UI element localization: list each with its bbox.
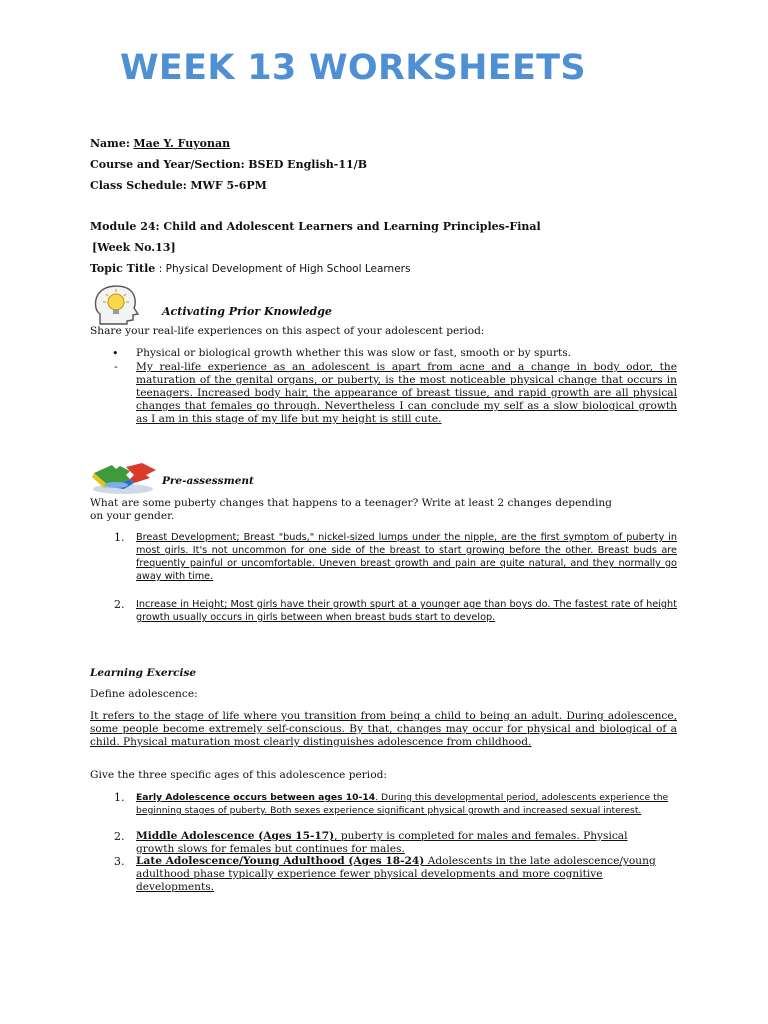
- name-value: Mae Y. Fuyonan: [133, 137, 231, 150]
- page-title: WEEK 13 WORKSHEETS: [120, 48, 586, 88]
- age-lead: Early Adolescence occurs between ages 10-14: [136, 792, 376, 803]
- define-prompt: Define adolescence:: [90, 688, 198, 700]
- name-label: Name:: [90, 137, 130, 150]
- define-answer: It refers to the stage of life where you transition from being a child to being an adult. During adolescence, some people become extremely self-conscious. By that, changes may occur for physical and biological of a child. Physical maturation most clearly distinguishes adolescence from childhood.: [90, 710, 677, 748]
- list-number: 2.: [114, 598, 125, 611]
- dash-marker: -: [114, 360, 118, 373]
- age-item-2: [136, 830, 656, 856]
- activating-bullet: Physical or biological growth whether this was slow or fast, smooth or by spurts.: [136, 347, 572, 359]
- list-number: 1.: [114, 531, 125, 544]
- lightbulb-head-icon: [92, 284, 150, 330]
- bullet-dot: •: [112, 347, 119, 360]
- age-text: Adolescents in the late adolescence/young adulthood phase typically experience fewer physical developments and more cognitive developments.: [136, 855, 656, 893]
- schedule-line: [90, 179, 267, 192]
- schedule-value: MWF 5-6PM: [190, 179, 267, 192]
- activating-answer: My real-life experience as an adolescent is apart from acne and a change in body odor, the maturation of the genital organs, or puberty, is the most noticeable physical change that occurs in teenagers. Increased body hair, the appearance of breast tissue, and rapid growth are all physical changes that females go through. Nevertheless I can conclude my self as a slow biological growth as I am in this stage of my life but my height is still cute.: [136, 361, 677, 425]
- puzzle-icon: [90, 461, 160, 499]
- preassessment-item-1: Breast Development; Breast "buds," nickel-sized lumps under the nipple, are the first symptom of puberty in most girls. It's not uncommon for one side of the breast to start growing before the other. Breast buds are frequently painful or uncomfortable. Uneven breast growth and pain are quite natural, and they normally go away with time.: [136, 532, 677, 582]
- learning-heading: Learning Exercise: [90, 667, 197, 679]
- age-text: . During this developmental period, adolescents experience the beginning stages of puberty. Both sexes experience significant physical growth and increased sexual interest.: [136, 792, 669, 816]
- topic-value: : Physical Development of High School Learners: [158, 263, 411, 275]
- course-value: BSED English-11/B: [248, 158, 367, 171]
- activating-prompt: Share your real-life experiences on this aspect of your adolescent period:: [90, 325, 485, 337]
- course-label: Course and Year/Section:: [90, 158, 245, 171]
- ages-prompt: Give the three specific ages of this adolescence period:: [90, 769, 387, 781]
- topic-line: [90, 262, 410, 275]
- age-item-1: [136, 791, 677, 817]
- age-item-3: [136, 855, 671, 894]
- list-number: 2.: [114, 830, 125, 843]
- age-lead: Late Adolescence/Young Adulthood (Ages 18-24): [136, 855, 425, 867]
- topic-label: Topic Title: [90, 262, 156, 275]
- preassessment-prompt: What are some puberty changes that happens to a teenager? Write at least 2 changes depending on your gender.: [90, 497, 612, 522]
- age-text: , puberty is completed for males and females. Physical growth slows for females but continues for males.: [136, 830, 628, 855]
- schedule-label: Class Schedule:: [90, 179, 187, 192]
- list-number: 3.: [114, 855, 125, 868]
- week-label: [Week No.13]: [92, 241, 176, 254]
- list-number: 1.: [114, 791, 125, 804]
- course-line: [90, 158, 367, 171]
- activating-heading: Activating Prior Knowledge: [162, 305, 332, 318]
- module-title: Module 24: Child and Adolescent Learners and Learning Principles-Final: [90, 220, 541, 233]
- age-lead: Middle Adolescence (Ages 15-17): [136, 830, 335, 842]
- preassessment-heading: Pre-assessment: [162, 475, 254, 487]
- preassessment-item-2: Increase in Height; Most girls have their growth spurt at a younger age than boys do. The fastest rate of height growth usually occurs in girls between when breast buds start to develop.: [136, 599, 677, 623]
- name-line: [90, 137, 230, 150]
